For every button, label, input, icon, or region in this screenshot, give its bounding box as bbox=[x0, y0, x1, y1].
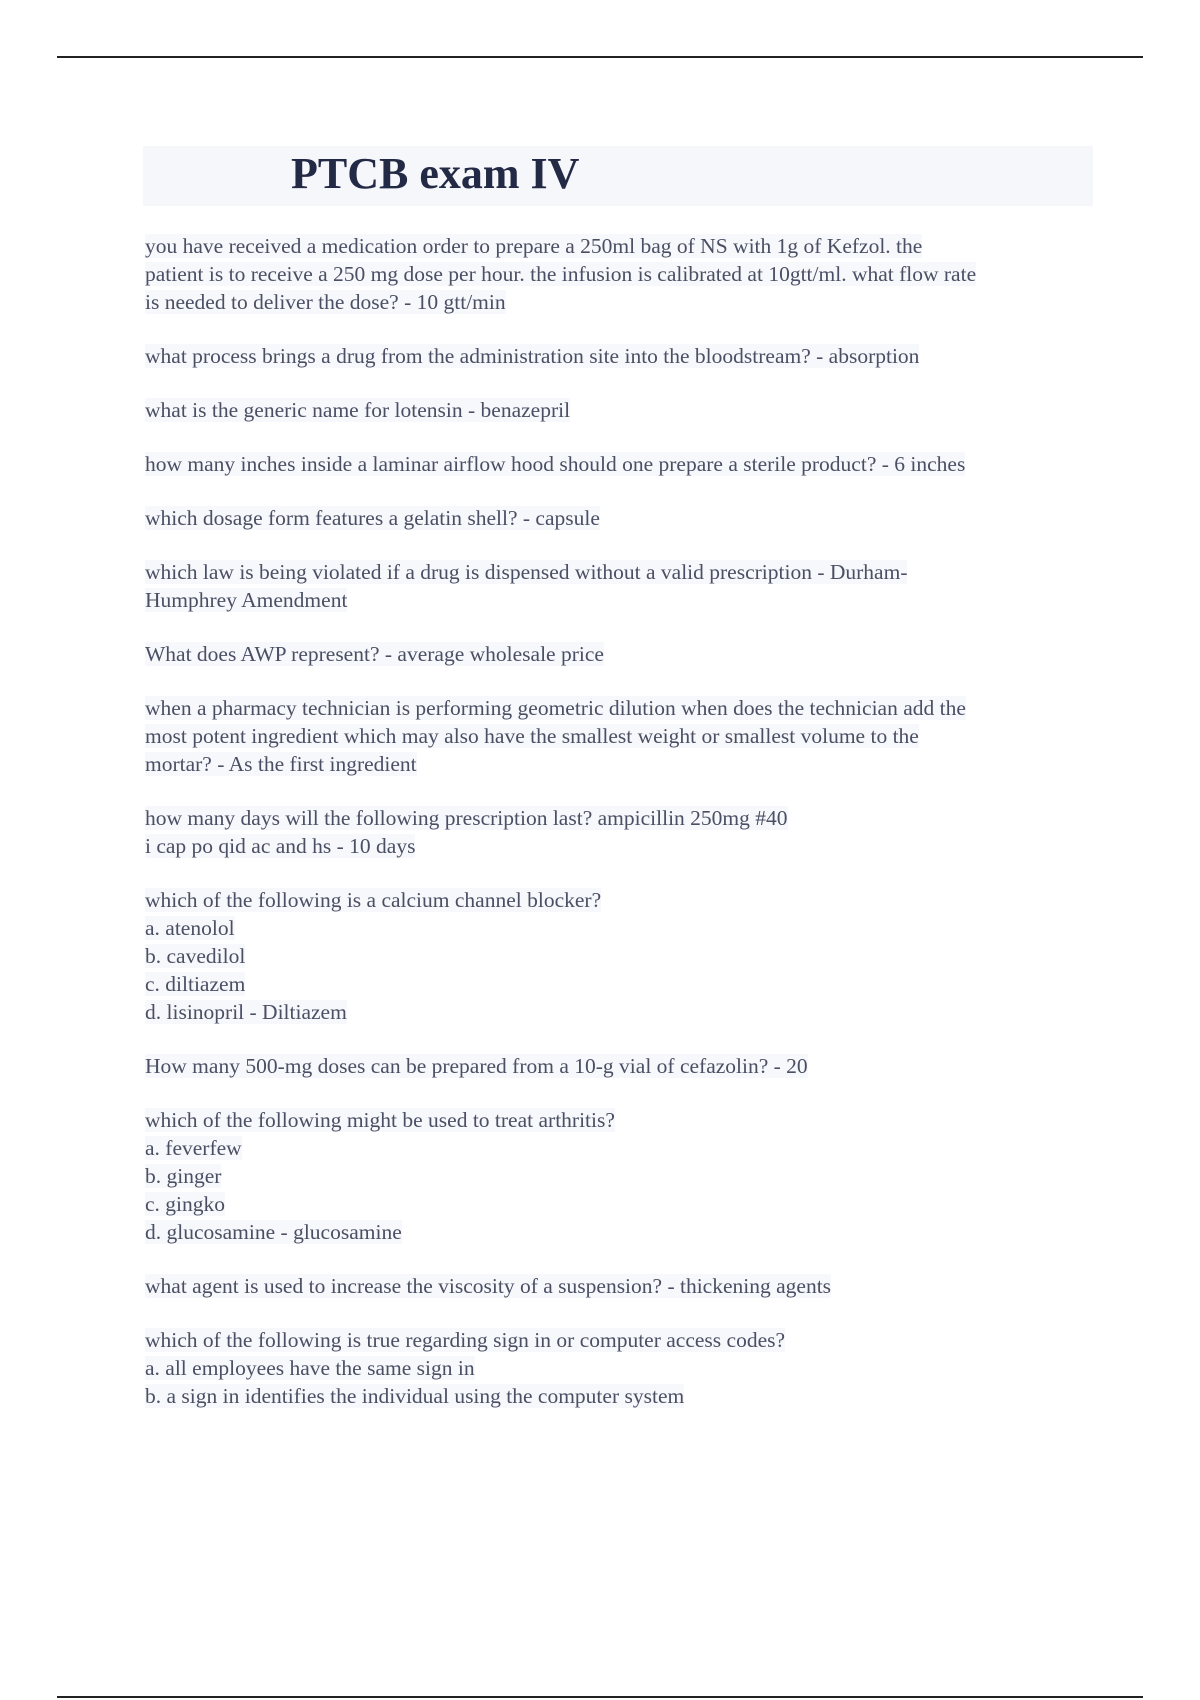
qa-item bbox=[145, 450, 1085, 478]
qa-line-text: d. glucosamine - glucosamine bbox=[145, 1220, 402, 1244]
qa-line bbox=[145, 396, 1085, 424]
qa-line-text: when a pharmacy technician is performing geometric dilution when does the technician add the bbox=[145, 696, 966, 720]
qa-line bbox=[145, 450, 1085, 478]
qa-item bbox=[145, 886, 1085, 1026]
qa-line bbox=[145, 288, 1085, 316]
qa-line-text: how many inches inside a laminar airflow hood should one prepare a sterile product? - 6 inches bbox=[145, 452, 966, 476]
qa-line bbox=[145, 832, 1085, 860]
qa-item bbox=[145, 640, 1085, 668]
qa-line bbox=[145, 342, 1085, 370]
qa-list bbox=[145, 232, 1085, 1436]
qa-line-text: What does AWP represent? - average wholesale price bbox=[145, 642, 604, 666]
qa-line bbox=[145, 998, 1085, 1026]
qa-item bbox=[145, 1326, 1085, 1410]
qa-line bbox=[145, 232, 1085, 260]
qa-line-text: i cap po qid ac and hs - 10 days bbox=[145, 834, 416, 858]
qa-line-text: a. atenolol bbox=[145, 916, 235, 940]
qa-line bbox=[145, 970, 1085, 998]
qa-line-text: d. lisinopril - Diltiazem bbox=[145, 1000, 347, 1024]
qa-line bbox=[145, 1218, 1085, 1246]
qa-line bbox=[145, 1326, 1085, 1354]
qa-line-text: c. diltiazem bbox=[145, 972, 246, 996]
qa-line-text: patient is to receive a 250 mg dose per hour. the infusion is calibrated at 10gtt/ml. what flow rate bbox=[145, 262, 977, 286]
qa-line bbox=[145, 1190, 1085, 1218]
top-rule bbox=[57, 56, 1143, 58]
qa-line bbox=[145, 1272, 1085, 1300]
qa-line-text: what agent is used to increase the viscosity of a suspension? - thickening agents bbox=[145, 1274, 832, 1298]
qa-line bbox=[145, 942, 1085, 970]
qa-item bbox=[145, 1052, 1085, 1080]
qa-line-text: Humphrey Amendment bbox=[145, 588, 348, 612]
qa-line-text: mortar? - As the first ingredient bbox=[145, 752, 417, 776]
qa-line-text: b. cavedilol bbox=[145, 944, 246, 968]
qa-line-text: a. feverfew bbox=[145, 1136, 242, 1160]
bottom-rule bbox=[57, 1696, 1143, 1698]
qa-item bbox=[145, 232, 1085, 316]
qa-line bbox=[145, 1052, 1085, 1080]
qa-line-text: which dosage form features a gelatin shell? - capsule bbox=[145, 506, 600, 530]
qa-line bbox=[145, 750, 1085, 778]
qa-line-text: most potent ingredient which may also have the smallest weight or smallest volume to the bbox=[145, 724, 919, 748]
qa-line bbox=[145, 694, 1085, 722]
qa-line bbox=[145, 1134, 1085, 1162]
qa-line-text: which law is being violated if a drug is dispensed without a valid prescription - Durham- bbox=[145, 560, 908, 584]
qa-item bbox=[145, 1106, 1085, 1246]
qa-line bbox=[145, 586, 1085, 614]
document-title: PTCB exam IV bbox=[291, 149, 580, 198]
qa-item bbox=[145, 558, 1085, 614]
title-band bbox=[143, 146, 1093, 206]
qa-line bbox=[145, 640, 1085, 668]
qa-line-text: you have received a medication order to prepare a 250ml bag of NS with 1g of Kefzol. the bbox=[145, 234, 923, 258]
qa-line-text: is needed to deliver the dose? - 10 gtt/min bbox=[145, 290, 506, 314]
qa-item bbox=[145, 342, 1085, 370]
qa-line bbox=[145, 504, 1085, 532]
qa-line bbox=[145, 558, 1085, 586]
qa-line bbox=[145, 1106, 1085, 1134]
qa-item bbox=[145, 396, 1085, 424]
qa-line bbox=[145, 1382, 1085, 1410]
qa-line bbox=[145, 914, 1085, 942]
qa-line-text: c. gingko bbox=[145, 1192, 226, 1216]
qa-item bbox=[145, 694, 1085, 778]
qa-line-text: how many days will the following prescription last? ampicillin 250mg #40 bbox=[145, 806, 788, 830]
qa-line-text: b. a sign in identifies the individual using the computer system bbox=[145, 1384, 685, 1408]
qa-line bbox=[145, 886, 1085, 914]
qa-item bbox=[145, 804, 1085, 860]
qa-item bbox=[145, 1272, 1085, 1300]
qa-line-text: what is the generic name for lotensin - benazepril bbox=[145, 398, 571, 422]
qa-line-text: How many 500-mg doses can be prepared from a 10-g vial of cefazolin? - 20 bbox=[145, 1054, 808, 1078]
qa-line bbox=[145, 804, 1085, 832]
qa-line bbox=[145, 260, 1085, 288]
qa-line-text: which of the following is a calcium channel blocker? bbox=[145, 888, 602, 912]
qa-item bbox=[145, 504, 1085, 532]
qa-line-text: which of the following is true regarding sign in or computer access codes? bbox=[145, 1328, 786, 1352]
qa-line bbox=[145, 1162, 1085, 1190]
qa-line-text: what process brings a drug from the administration site into the bloodstream? - absorption bbox=[145, 344, 920, 368]
qa-line-text: a. all employees have the same sign in bbox=[145, 1356, 475, 1380]
qa-line bbox=[145, 1354, 1085, 1382]
qa-line bbox=[145, 722, 1085, 750]
qa-line-text: which of the following might be used to treat arthritis? bbox=[145, 1108, 615, 1132]
qa-line-text: b. ginger bbox=[145, 1164, 222, 1188]
